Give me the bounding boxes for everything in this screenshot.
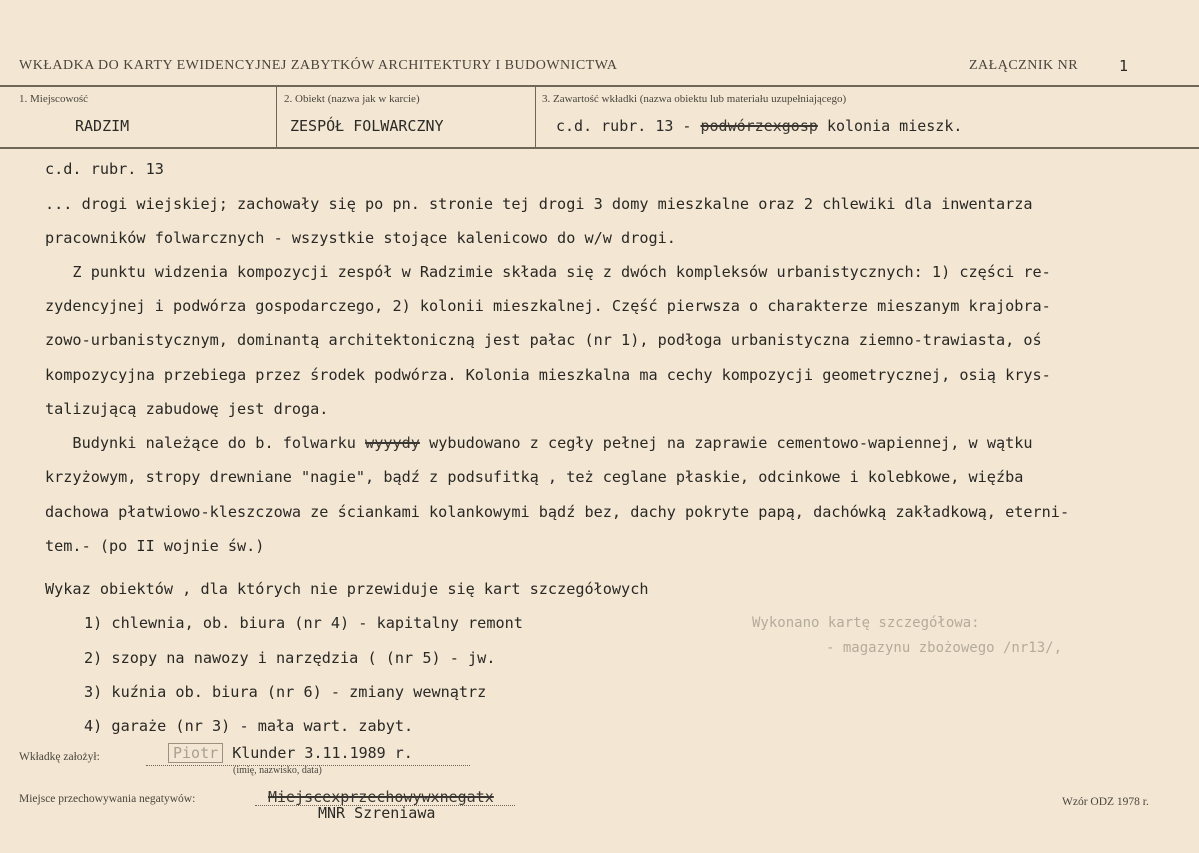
form-code: Wzór ODZ 1978 r.: [1062, 796, 1149, 808]
field-divider-2: [535, 86, 536, 148]
content-value-prefix: c.d. rubr. 13 -: [556, 117, 692, 135]
body-line-11: dachowa płatwiowo-kleszczowa ze ściankami kolankowymi bądź bez, dachy pokryte papą, dachówką zakładkową, eterni-: [45, 503, 1070, 521]
storage-value: MNR Szreniawa: [318, 804, 436, 822]
list-item-3: 3) kuźnia ob. biura (nr 6) - zmiany wewnątrz: [84, 683, 487, 701]
body-line-12: tem.- (po II wojnie św.): [45, 537, 265, 555]
storage-struck-text: Miejscexprzechowywxnegatx: [268, 788, 494, 806]
body-line-9: [45, 434, 1033, 452]
locality-value: RADZIM: [75, 117, 130, 135]
list-item-4: 4) garaże (nr 3) - mała wart. zabyt.: [84, 717, 414, 735]
faded-note-item: - magazynu zbożowego /nr13/,: [826, 640, 1063, 656]
card-title: WKŁADKA DO KARTY EWIDENCYJNEJ ZABYTKÓW ARCHITEKTURY I BUDOWNICTWA: [19, 58, 618, 73]
body-line-3: pracowników folwarcznych - wszystkie stojące kalenicowo do w/w drogi.: [45, 229, 676, 247]
list-item-2: 2) szopy na nawozy i narzędzia ( (nr 5) - jw.: [84, 649, 496, 667]
top-rule: [0, 85, 1199, 87]
para3-prefix: Budynki należące do b. folwarku: [45, 434, 356, 452]
body-line-10: krzyżowym, stropy drewniane "nagie", bądź z podsufitką , też ceglane płaskie, odcinkowe i kolebkowe, więźba: [45, 468, 1024, 486]
body-line-5: zydencyjnej i podwórza gospodarczego, 2) kolonii mieszkalnej. Część pierwsza o charakterze mieszanym krajobra-: [45, 297, 1051, 315]
storage-label: Miejsce przechowywania negatywów:: [19, 793, 196, 805]
body-line-1: c.d. rubr. 13: [45, 160, 164, 178]
body-line-4: Z punktu widzenia kompozycji zespół w Radzimie składa się z dwóch kompleksów urbanistycznych: 1) części re-: [45, 263, 1051, 281]
list-title: Wykaz obiektów , dla których nie przewiduje się kart szczegółowych: [45, 580, 649, 598]
founded-label: Wkładkę założył:: [19, 751, 100, 763]
content-label: 3. Zawartość wkładki (nazwa obiektu lub materiału uzupełniającego): [542, 93, 847, 105]
para3-suffix: wybudowano z cegły pełnej na zaprawie cementowo-wapiennej, w wątku: [429, 434, 1033, 452]
body-line-2: ... drogi wiejskiej; zachowały się po pn. stronie tej drogi 3 domy mieszkalne oraz 2 chlewiki dla inwentarza: [45, 195, 1033, 213]
field-divider-1: [276, 86, 277, 148]
locality-label: 1. Miejscowość: [19, 93, 89, 105]
body-line-7: kompozycyjna przebiega przez środek podwórza. Kolonia mieszkalna ma cechy kompozycji geometrycznej, osią krys-: [45, 366, 1051, 384]
content-value-suffix: kolonia mieszk.: [826, 117, 963, 135]
founded-first-name: Piotr: [168, 743, 223, 763]
content-value-struck: podwórzexgosp: [700, 117, 818, 135]
content-value: [556, 117, 962, 135]
founded-caption: (imię, nazwisko, data): [233, 765, 322, 776]
list-item-1: 1) chlewnia, ob. biura (nr 4) - kapitalny remont: [84, 614, 523, 632]
annex-label: ZAŁĄCZNIK NR: [969, 58, 1079, 73]
body-line-6: zowo-urbanistycznym, dominantą architektoniczną jest pałac (nr 1), podłoga urbanistyczna ziemno-trawiasta, oś: [45, 331, 1042, 349]
para3-struck: wyyydy: [365, 434, 420, 452]
faded-note-title: Wykonano kartę szczegółowa:: [752, 615, 980, 631]
founded-rest: Klunder 3.11.1989 r.: [232, 744, 413, 762]
object-value: ZESPÓŁ FOLWARCZNY: [290, 117, 444, 135]
object-label: 2. Obiekt (nazwa jak w karcie): [284, 93, 420, 105]
founded-value: [168, 744, 413, 762]
body-line-8: talizującą zabudowę jest droga.: [45, 400, 329, 418]
annex-number: 1: [1119, 57, 1129, 75]
fields-bottom-rule: [0, 147, 1199, 149]
